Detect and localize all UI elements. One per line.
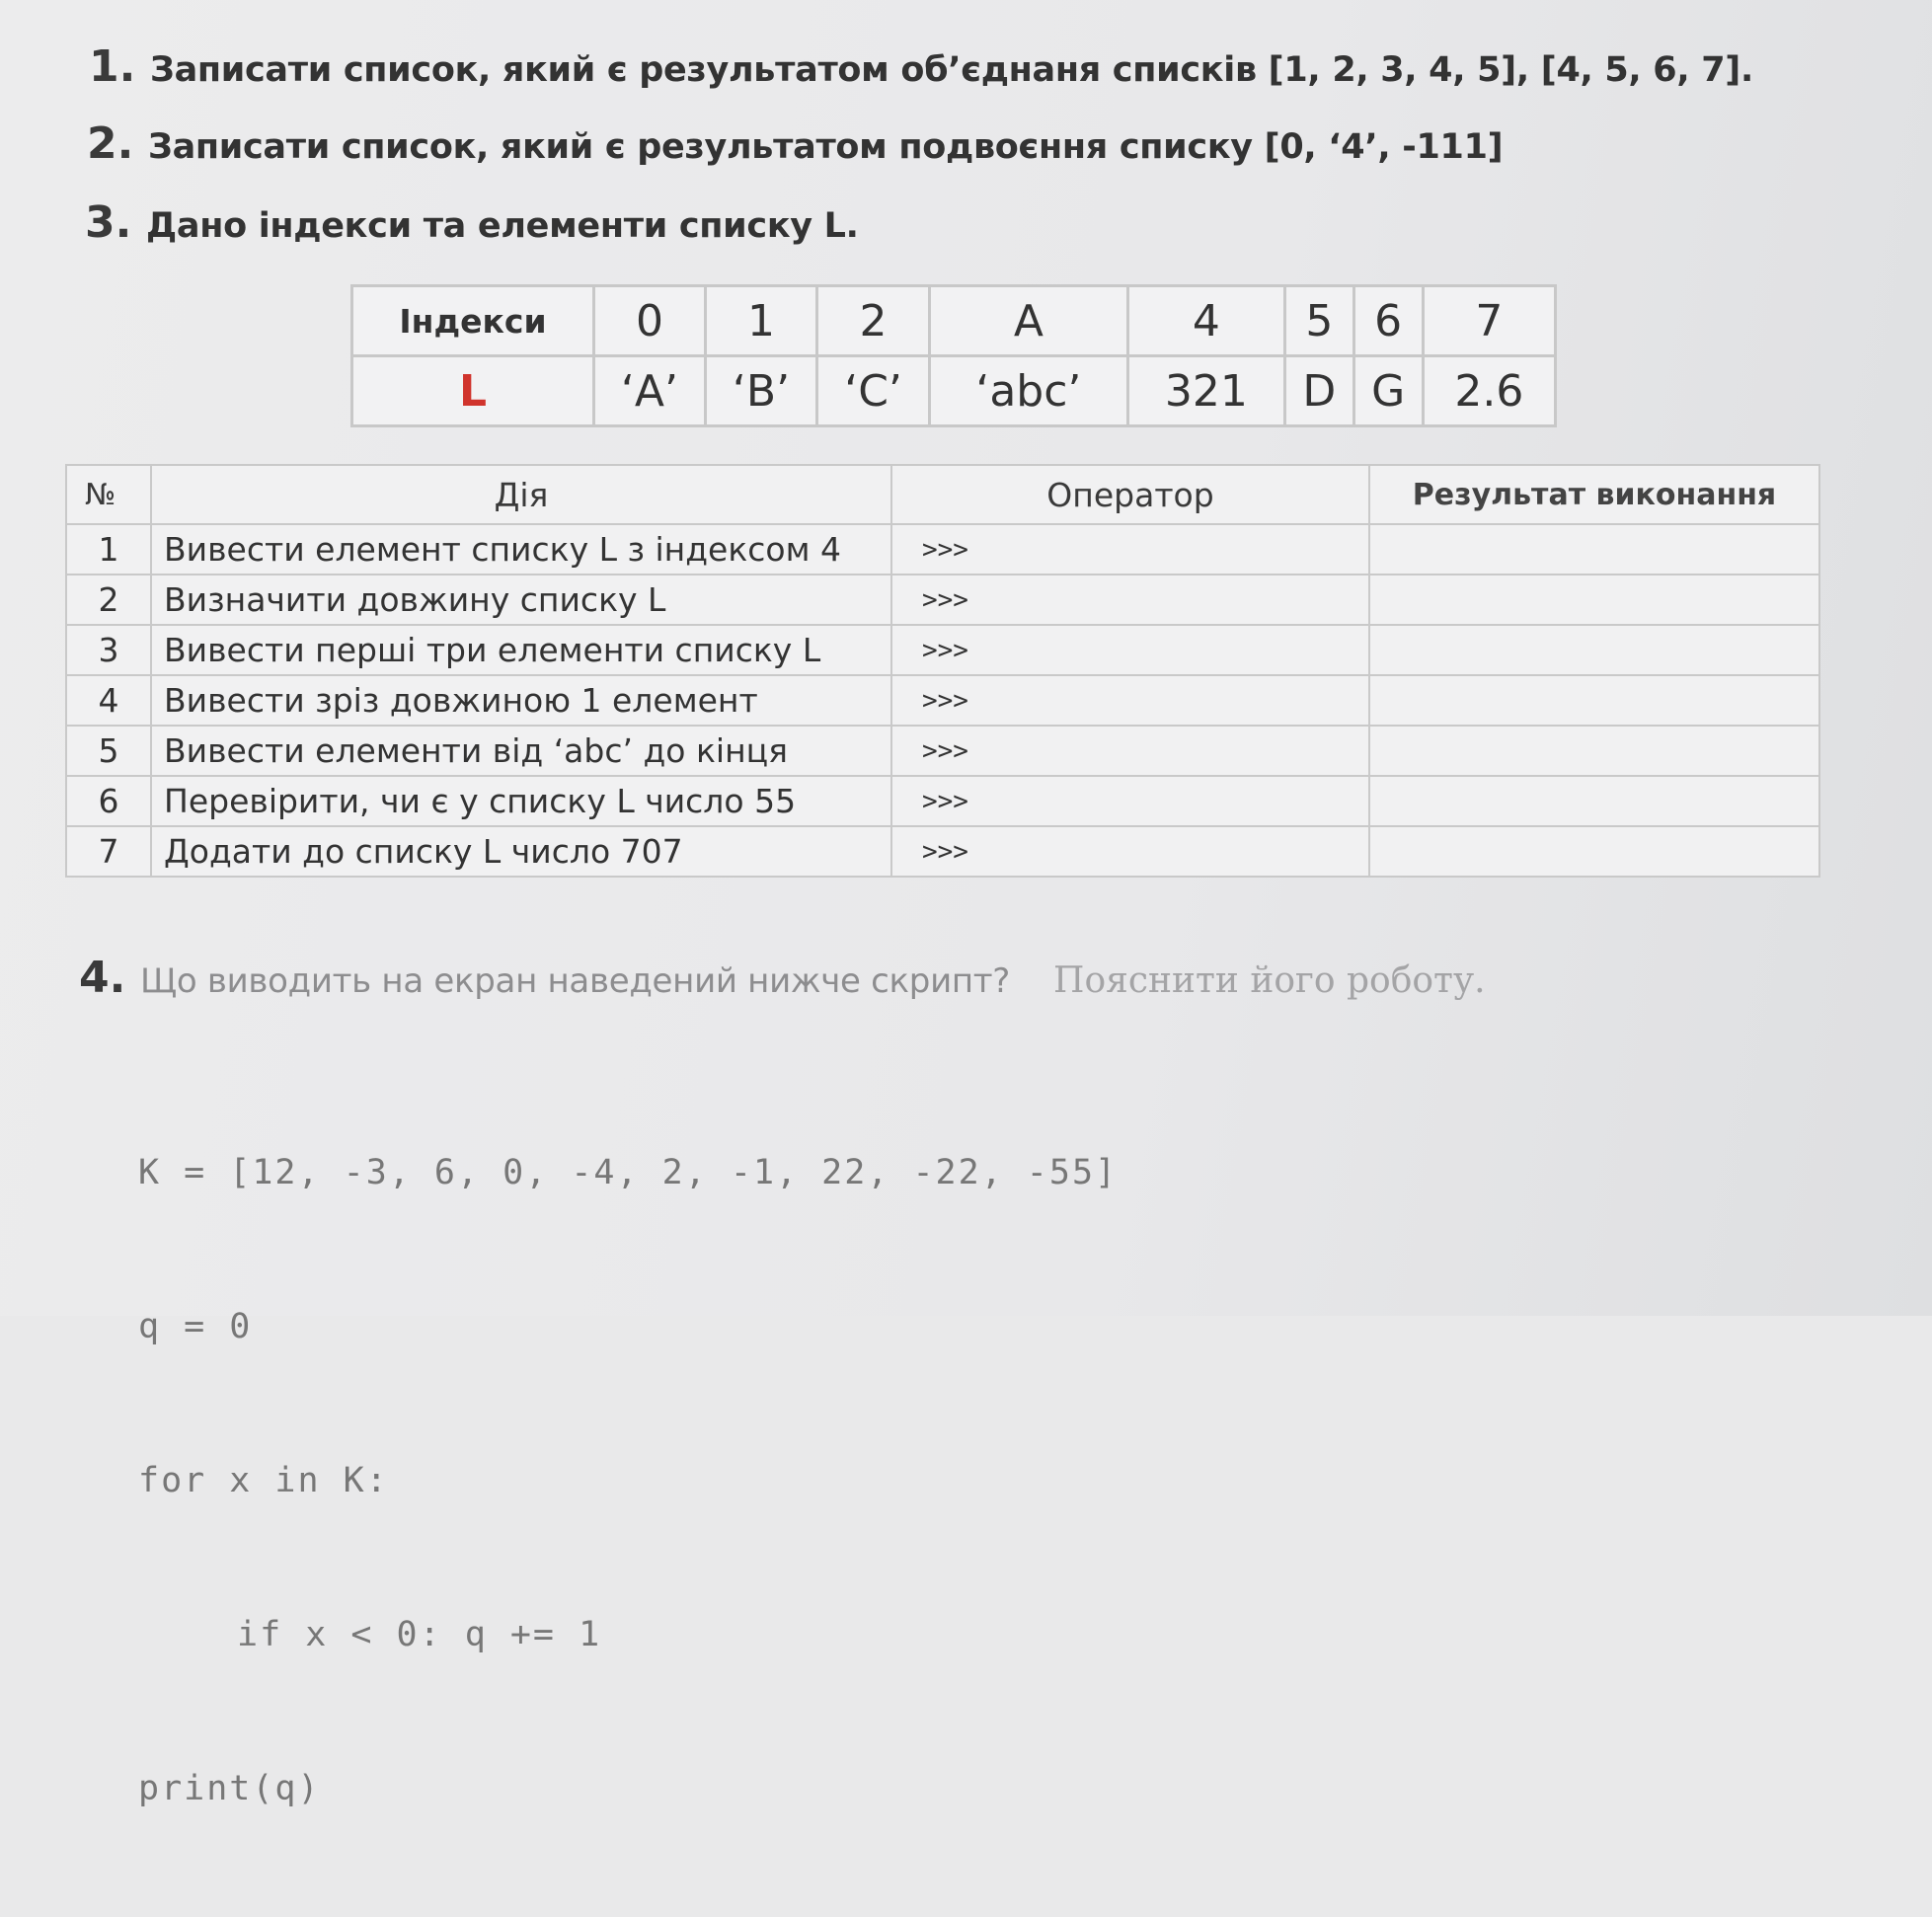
element-cell: G <box>1353 356 1423 426</box>
row-action: Вивести зріз довжиною 1 елемент <box>151 675 891 726</box>
row-action: Вивести елемент списку L з індексом 4 <box>151 524 891 575</box>
task-number: 2. <box>87 118 134 169</box>
index-cell: 5 <box>1285 286 1354 356</box>
task-number: 3. <box>85 197 132 248</box>
task-2 <box>87 118 1503 169</box>
index-cell: 7 <box>1423 286 1555 356</box>
index-cell: 6 <box>1353 286 1423 356</box>
indices-header: Індекси <box>352 286 594 356</box>
element-cell: ‘abc’ <box>930 356 1128 426</box>
task-4 <box>79 953 1486 1003</box>
table-row <box>66 726 1819 776</box>
element-cell: ‘A’ <box>594 356 706 426</box>
row-action: Вивести перші три елементи списку L <box>151 625 891 675</box>
table-row <box>66 675 1819 726</box>
element-cell: ‘B’ <box>705 356 816 426</box>
operator-cell[interactable]: >>> <box>891 625 1369 675</box>
operator-cell[interactable]: >>> <box>891 826 1369 877</box>
result-cell[interactable] <box>1369 726 1819 776</box>
result-cell[interactable] <box>1369 625 1819 675</box>
table-row <box>66 575 1819 625</box>
header-number: № <box>66 465 151 524</box>
header-action: Дія <box>151 465 891 524</box>
row-action: Перевірити, чи є у списку L число 55 <box>151 776 891 826</box>
row-number: 3 <box>66 625 151 675</box>
result-cell[interactable] <box>1369 826 1819 877</box>
table-row <box>66 625 1819 675</box>
operator-cell[interactable]: >>> <box>891 524 1369 575</box>
operator-cell[interactable]: >>> <box>891 776 1369 826</box>
actions-header-row <box>66 465 1819 524</box>
row-action: Визначити довжину списку L <box>151 575 891 625</box>
task-text: Дано індекси та елементи списку L. <box>146 206 859 246</box>
actions-table <box>65 464 1820 878</box>
result-cell[interactable] <box>1369 776 1819 826</box>
index-cell: 4 <box>1127 286 1284 356</box>
row-number: 6 <box>66 776 151 826</box>
header-result: Результат виконання <box>1369 465 1819 524</box>
task-extra-text: Пояснити його роботу. <box>1053 960 1486 1001</box>
index-cell: 1 <box>705 286 816 356</box>
result-cell[interactable] <box>1369 675 1819 726</box>
code-line: if x < 0: q += 1 <box>237 1615 602 1654</box>
index-cell: A <box>930 286 1128 356</box>
row-action: Додати до списку L число 707 <box>151 826 891 877</box>
index-cell: 2 <box>817 286 930 356</box>
element-cell: 321 <box>1127 356 1284 426</box>
task-3 <box>85 197 859 248</box>
elements-row <box>352 356 1556 426</box>
task-text: Записати список, який є результатом об’єднаня списків [1, 2, 3, 4, 5], [4, 5, 6, 7]. <box>150 50 1753 90</box>
element-cell: ‘C’ <box>817 356 930 426</box>
indices-row <box>352 286 1556 356</box>
row-number: 2 <box>66 575 151 625</box>
task-number: 1. <box>89 41 136 92</box>
table-row <box>66 826 1819 877</box>
row-action: Вивести елементи від ‘abc’ до кінця <box>151 726 891 776</box>
code-line: for x in K: <box>138 1461 389 1500</box>
element-cell: 2.6 <box>1423 356 1555 426</box>
task-text: Що виводить на екран наведений нижче скрипт? <box>140 961 1011 1001</box>
code-line: print(q) <box>138 1769 321 1808</box>
code-line: q = 0 <box>138 1307 253 1346</box>
header-operator: Оператор <box>891 465 1369 524</box>
row-number: 7 <box>66 826 151 877</box>
operator-cell[interactable]: >>> <box>891 575 1369 625</box>
result-cell[interactable] <box>1369 575 1819 625</box>
index-cell: 0 <box>594 286 706 356</box>
operator-cell[interactable]: >>> <box>891 726 1369 776</box>
index-table <box>350 284 1557 427</box>
table-row <box>66 524 1819 575</box>
task-1 <box>89 41 1753 92</box>
code-snippet <box>138 1044 1118 1917</box>
element-cell: D <box>1285 356 1354 426</box>
row-number: 5 <box>66 726 151 776</box>
task-number: 4. <box>79 953 126 1003</box>
task-text: Записати список, який є результатом подвоєння списку [0, ‘4’, -111] <box>148 127 1504 167</box>
code-line: K = [12, -3, 6, 0, -4, 2, -1, 22, -22, -55] <box>138 1153 1119 1192</box>
list-name-cell: L <box>352 356 594 426</box>
operator-cell[interactable]: >>> <box>891 675 1369 726</box>
row-number: 4 <box>66 675 151 726</box>
result-cell[interactable] <box>1369 524 1819 575</box>
row-number: 1 <box>66 524 151 575</box>
table-row <box>66 776 1819 826</box>
